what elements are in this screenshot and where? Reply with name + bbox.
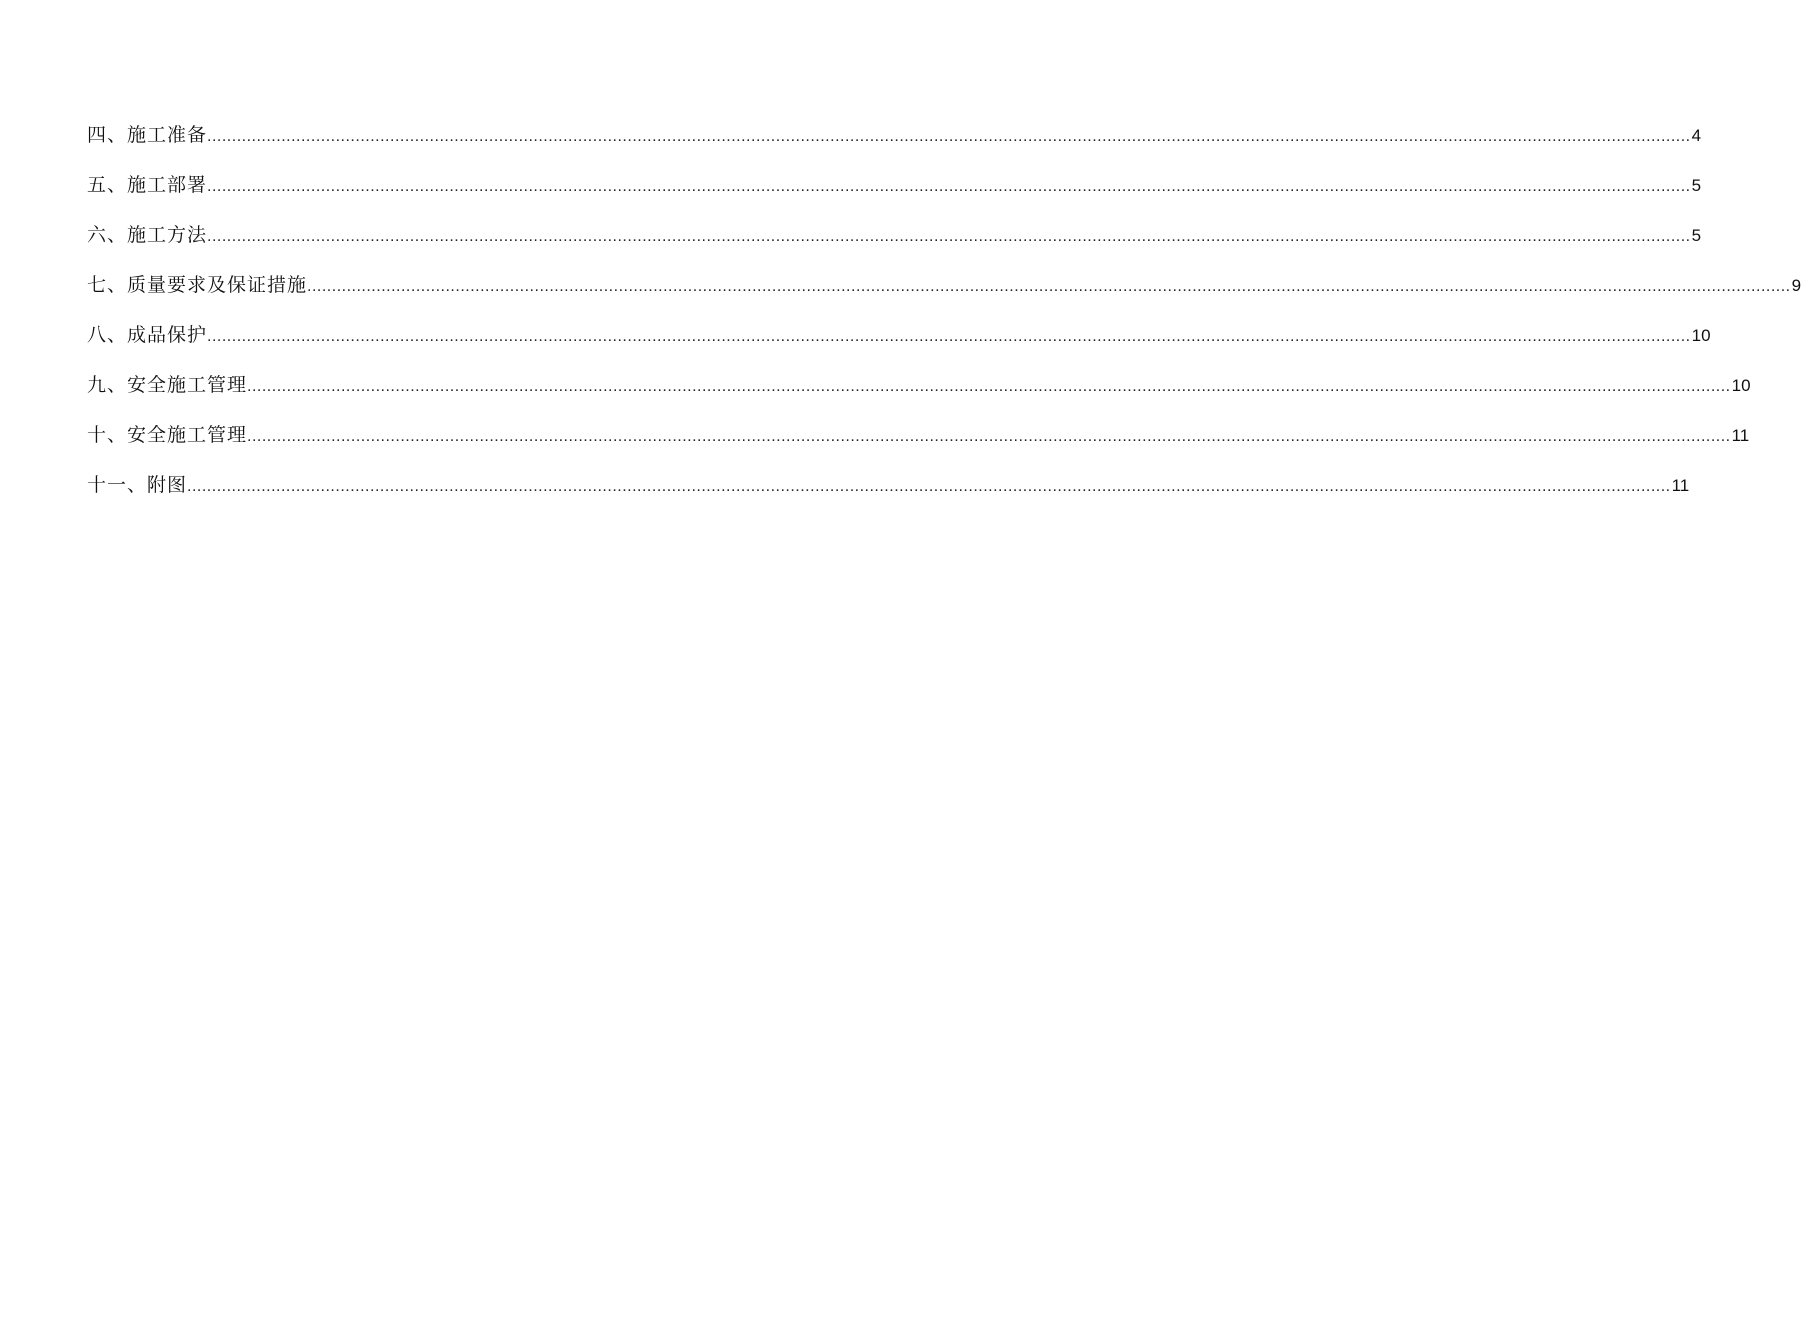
toc-entry-title: 八、成品保护 xyxy=(87,324,208,346)
toc-entry-title: 九、安全施工管理 xyxy=(87,374,248,396)
toc-entry-page: 10 xyxy=(1691,326,1711,345)
toc-entry-title: 五、施工部署 xyxy=(87,174,208,196)
toc-entry[interactable] xyxy=(87,467,1690,517)
toc-entry-title: 七、质量要求及保证措施 xyxy=(87,274,308,296)
toc-entry[interactable] xyxy=(87,417,1750,467)
toc-entry-page: 11 xyxy=(1731,426,1750,445)
toc-dot-leader: ............................................................................................................................................................................................................................................................................................................ xyxy=(247,378,1731,395)
toc-entry[interactable] xyxy=(87,317,1711,367)
table-of-contents xyxy=(87,117,1801,517)
toc-dot-leader: ............................................................................................................................................................................................................................................................................................................ xyxy=(207,178,1691,195)
toc-entry-page: 5 xyxy=(1691,176,1702,195)
toc-entry-title: 六、施工方法 xyxy=(87,224,208,246)
toc-entry[interactable] xyxy=(87,117,1702,167)
toc-dot-leader: ............................................................................................................................................................................................................................................................................................................ xyxy=(247,428,1731,445)
toc-entry[interactable] xyxy=(87,267,1801,317)
toc-entry-title: 十一、附图 xyxy=(87,474,188,496)
toc-entry[interactable] xyxy=(87,167,1702,217)
toc-dot-leader: ............................................................................................................................................................................................................................................................................................................ xyxy=(307,278,1791,295)
toc-entry[interactable] xyxy=(87,367,1751,417)
toc-entry-title: 四、施工准备 xyxy=(87,124,208,146)
toc-dot-leader: ............................................................................................................................................................................................................................................................................................................ xyxy=(207,328,1691,345)
toc-dot-leader: ............................................................................................................................................................................................................................................................................................................ xyxy=(187,478,1671,495)
toc-entry-title: 十、安全施工管理 xyxy=(87,424,248,446)
toc-entry[interactable] xyxy=(87,217,1702,267)
toc-dot-leader: ............................................................................................................................................................................................................................................................................................................ xyxy=(207,228,1691,245)
toc-dot-leader: ............................................................................................................................................................................................................................................................................................................ xyxy=(207,128,1691,145)
toc-entry-page: 11 xyxy=(1671,476,1690,495)
toc-entry-page: 9 xyxy=(1791,276,1801,295)
toc-entry-page: 4 xyxy=(1691,126,1702,145)
toc-entry-page: 10 xyxy=(1731,376,1751,395)
toc-entry-page: 5 xyxy=(1691,226,1702,245)
